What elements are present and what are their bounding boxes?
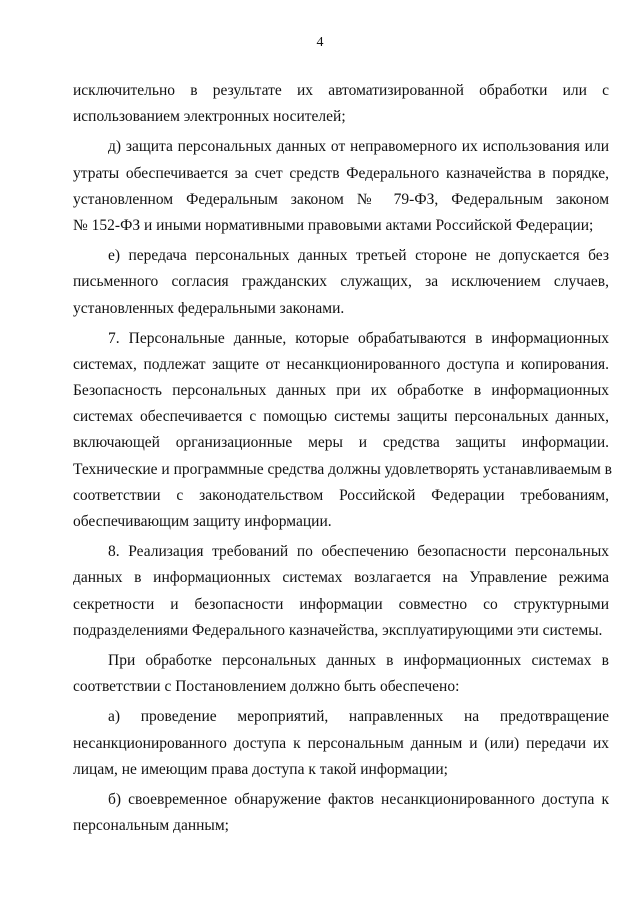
text-line: письменного согласия гражданских служащих, за исключением случаев, [73,273,609,291]
text-line: соответствии с законодательством Российской Федерации требованиям, [73,486,609,504]
text-line: № 152-ФЗ и иными нормативными правовыми актами Российской Федерации; [73,216,594,234]
text-line: включающей организационные меры и средства защиты информации. [73,434,609,452]
text-line: использованием электронных носителей; [73,108,346,126]
text-line: е) передача персональных данных третьей стороне не допускается без [108,247,609,265]
paragraph-processing-intro [73,648,609,700]
text-line: 8. Реализация требований по обеспечению безопасности персональных [108,543,609,561]
paragraph-section-7 [73,326,612,536]
text-line: подразделениями Федерального казначейства, эксплуатирующими эти системы. [73,621,603,639]
text-line: установленных федеральными законами. [73,299,345,317]
text-line: Технические и программные средства должны удовлетворять устанавливаемым в [73,460,612,478]
text-line: исключительно в результате их автоматизированной обработки или с [73,82,609,99]
text-line: установленном Федеральным законом № 79-ФЗ, Федеральным законом [73,190,609,208]
text-line: лицам, не имеющим права доступа к такой информации; [73,760,448,778]
paragraph-item-d [73,134,609,239]
text-line: персональным данным; [73,817,229,835]
paragraph-item-e [73,243,609,322]
text-line: б) своевременное обнаружение фактов несанкционированного доступа к [108,790,609,808]
paragraph-continuation [73,78,609,130]
paragraph-item-b [73,787,609,839]
text-line: системах обеспечивается с помощью системы защиты персональных данных, [73,408,609,426]
text-line: системах, подлежат защите от несанкционированного доступа и копирования. [73,355,609,373]
page-number: 4 [316,35,324,50]
text-line: Безопасность персональных данных при их обработке в информационных [73,382,609,400]
text-line: соответствии с Постановлением должно быть обеспечено: [73,678,460,696]
text-line: данных в информационных системах возлагается на Управление режима [73,569,609,587]
text-line: утраты обеспечивается за счет средств Федерального казначейства в порядке, [73,164,609,182]
text-line: 7. Персональные данные, которые обрабатываются в информационных [108,329,609,347]
paragraph-section-8 [73,539,609,644]
document-body [73,78,612,839]
text-line: обеспечивающим защиту информации. [73,513,332,530]
text-line: секретности и безопасности информации совместно со структурными [73,595,609,613]
text-line: При обработке персональных данных в информационных системах в [108,651,609,669]
paragraph-item-a [73,704,609,783]
text-line: несанкционированного доступа к персональным данным и (или) передачи их [73,734,609,752]
text-line: д) защита персональных данных от неправомерного их использования или [108,138,609,156]
text-line: а) проведение мероприятий, направленных на предотвращение [108,708,609,726]
